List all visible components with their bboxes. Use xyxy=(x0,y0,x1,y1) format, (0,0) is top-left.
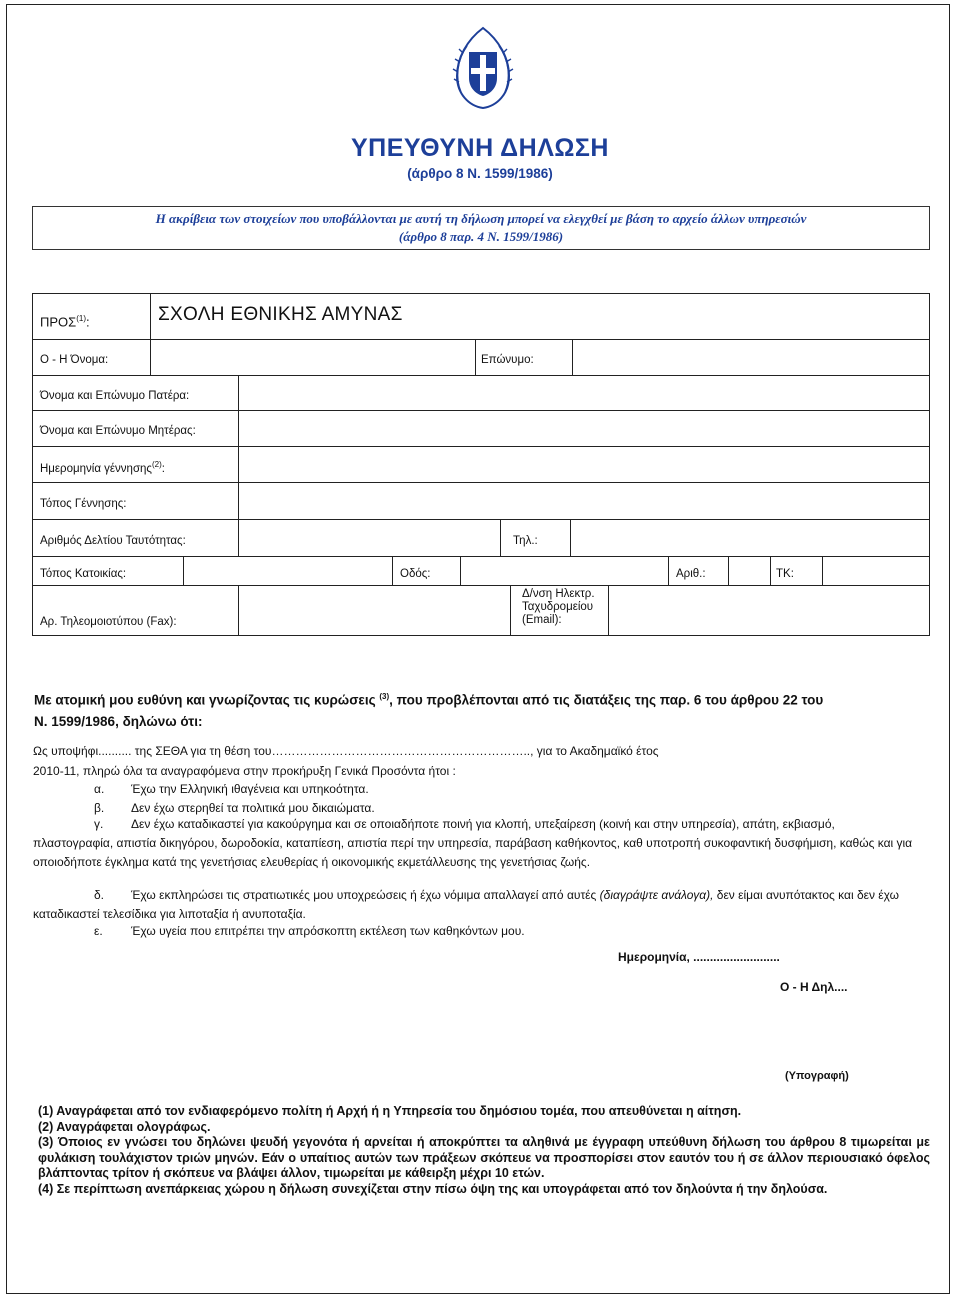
signature-label: (Υπογραφή) xyxy=(785,1070,849,1082)
id-card-field[interactable] xyxy=(239,520,499,555)
clause-b: β. Δεν έχω στερηθεί τα πολιτικά μου δικαιώματα. xyxy=(94,801,375,815)
page-border xyxy=(6,4,950,1294)
fax-label: Αρ. Τηλεομοιοτύπου (Fax): xyxy=(40,616,177,628)
declaration-paragraph-2: 2010-11, πληρώ όλα τα αναγραφόμενα στην προκήρυξη Γενικά Προσόντα ήτοι : xyxy=(33,764,456,778)
mother-name-label: Όνομα και Επώνυμο Μητέρας: xyxy=(40,425,196,437)
footnote-3: (3) Όποιος εν γνώσει του δηλώνει ψευδή γεγονότα ή αρνείται ή αποκρύπτει τα αληθινά με έγγραφη υπεύθυνη δήλωση του άρθρου 8 τιμωρείται με φυλάκιση τουλάχιστον τριών μηνών. Εάν ο υπαίτιος αυτών των πράξεων σκόπευε να προσπορίσει στον εαυτόν του ή σε άλλον περιουσιακό όφελος βλάπτοντας τρίτον ή σκόπευε να βλάψει άλλον, τιμωρείται με κάθειρξη μέχρι 10 ετών. xyxy=(38,1135,930,1181)
street-number-label: Αριθ.: xyxy=(676,568,706,580)
clause-a: α. Έχω την Ελληνική ιθαγένεια και υπηκοότητα. xyxy=(94,782,369,796)
fax-field[interactable] xyxy=(239,586,509,635)
declarant-line: Ο - Η Δηλ.... xyxy=(780,980,848,994)
postcode-field[interactable] xyxy=(823,557,928,584)
recipient-value: ΣΧΟΛΗ ΕΘΝΙΚΗΣ ΑΜΥΝΑΣ xyxy=(158,304,403,325)
mother-name-field[interactable] xyxy=(239,411,928,445)
date-line: Ημερομηνία, .......................... xyxy=(618,950,780,964)
clause-d: δ. Έχω εκπληρώσει τις στρατιωτικές μου υποχρεώσεις ή έχω νόμιμα απαλλαγεί από αυτές (διαγράψτε ανάλογα), δεν είμαι ανυπότακτος και δεν έχω καταδικαστεί τελεσίδικα για λιποταξία ή ανυποταξία. xyxy=(33,888,900,921)
name-field[interactable] xyxy=(151,340,474,374)
phone-label: Τηλ.: xyxy=(513,535,538,547)
document-title: ΥΠΕΥΘΥΝΗ ΔΗΛΩΣΗ xyxy=(351,134,609,162)
clause-e: ε. Έχω υγεία που επιτρέπει την απρόσκοπτη εκτέλεση των καθηκόντων μου. xyxy=(94,924,525,938)
notice-line-1: Η ακρίβεια των στοιχείων που υποβάλλονται με αυτή τη δήλωση μπορεί να ελεγχθεί με βάση το αρχείο άλλων υπηρεσιών xyxy=(155,211,807,226)
clause-c: γ. Δεν έχω καταδικαστεί για κακούργημα και σε οποιαδήποτε ποινή για κλοπή, υπεξαίρεση (κοινή και στην υπηρεσία), απάτη, εκβιασμό, πλαστογραφία, απιστία δικηγόρου, δωροδοκία, καταπίεση, απιστία περί την υπηρεσία, παράβαση καθήκοντος, καθ υποτροπή συκοφαντική δυσφήμιση, καθώς και για οποιοδήποτε έγκλημα κατά της γενετήσιας ελευθερίας ή οικονομικής εκμετάλλευσης της γενετήσιας ζωής. xyxy=(33,817,913,869)
id-card-label: Αριθμός Δελτίου Ταυτότητας: xyxy=(40,535,186,547)
residence-label: Τόπος Κατοικίας: xyxy=(40,568,127,580)
birth-place-label: Τόπος Γέννησης: xyxy=(40,498,127,510)
email-label: Δ/νση Ηλεκτρ. Ταχυδρομείου (Email): xyxy=(522,588,595,626)
declaration-paragraph-1: Ως υποψήφι.......... της ΣΕΘΑ για τη θέση του……………………………………………………….., για το Ακαδημαϊκό έτος xyxy=(33,744,659,758)
birth-date-label: Ημερομηνία γέννησης$^{(2)}$: xyxy=(40,460,165,475)
father-name-label: Όνομα και Επώνυμο Πατέρα: xyxy=(40,390,190,402)
street-field[interactable] xyxy=(461,557,667,584)
declaration-intro: Με ατομική μου ευθύνη και γνωρίζοντας τις κυρώσεις $^{(3)}$, που προβλέπονται από τις διατάξεις της παρ. 6 του άρθρου 22 του Ν. 1599/1986, δηλώνω ότι: xyxy=(34,692,824,729)
father-name-field[interactable] xyxy=(239,376,928,409)
street-label: Οδός: xyxy=(400,568,431,580)
birth-date-field[interactable] xyxy=(239,447,928,481)
footnote-4: (4) Σε περίπτωση ανεπάρκειας χώρου η δήλωση συνεχίζεται στην πίσω όψη της και υπογράφεται από τον δηλούντα ή την δηλούσα. xyxy=(38,1181,828,1196)
email-field[interactable] xyxy=(609,586,928,635)
phone-field[interactable] xyxy=(571,520,928,555)
birth-place-field[interactable] xyxy=(239,483,928,518)
surname-label: Επώνυμο: xyxy=(481,354,534,366)
footnote-1: (1) Αναγράφεται από τον ενδιαφερόμενο πολίτη ή Αρχή ή η Υπηρεσία του δημόσιου τομέα, που απευθύνεται η αίτηση. xyxy=(38,1104,742,1118)
surname-field[interactable] xyxy=(573,340,928,374)
footnote-2: (2) Αναγράφεται ολογράφως. xyxy=(38,1119,211,1134)
document-subtitle: (άρθρο 8 Ν. 1599/1986) xyxy=(407,166,553,181)
postcode-label: ΤΚ: xyxy=(776,568,794,580)
street-number-field[interactable] xyxy=(729,557,769,584)
residence-field[interactable] xyxy=(184,557,391,584)
to-label: ΠΡΟΣ$^{(1)}$: xyxy=(40,314,90,330)
footnotes xyxy=(38,1104,930,1198)
verification-notice xyxy=(32,206,930,250)
notice-line-2: (άρθρο 8 παρ. 4 Ν. 1599/1986) xyxy=(398,229,564,244)
hellenic-republic-emblem xyxy=(445,22,521,112)
name-label: Ο - Η Όνομα: xyxy=(40,354,109,366)
